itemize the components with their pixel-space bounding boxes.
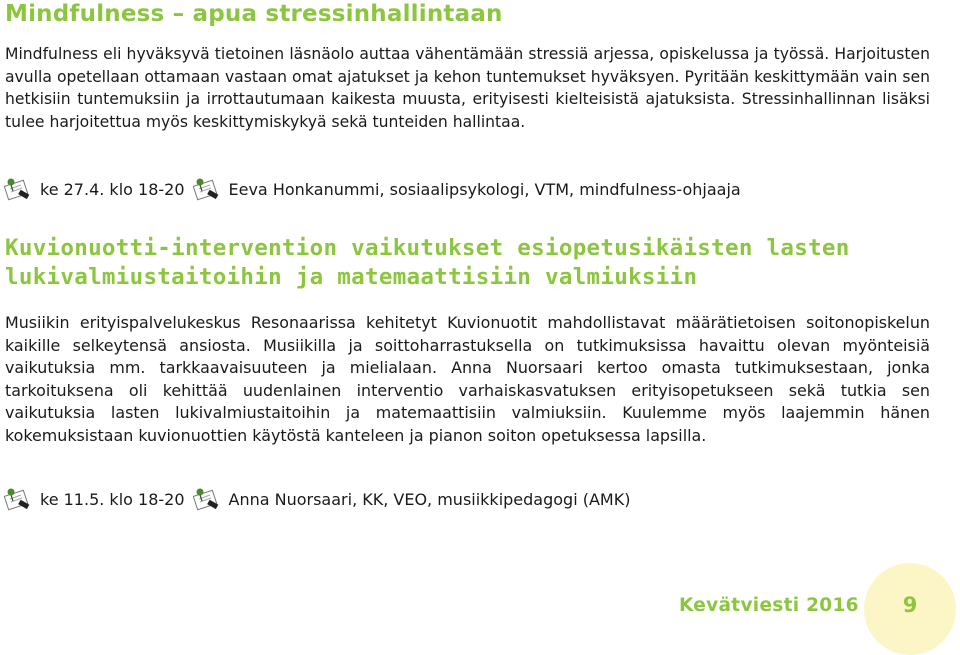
event-date: ke 11.5. klo 18-20 <box>40 489 185 509</box>
section-title-kuvionuotti: Kuvionuotti-intervention vaikutukset esiopetusikäisten lasten lukivalmiustaitoihin ja matemaattisiin valmiuksiin <box>5 235 850 290</box>
section-body-mindfulness: Mindfulness eli hyväksyvä tietoinen läsnäolo auttaa vähentämään stressiä arjessa, opiskelussa ja työssä. Harjoitusten avulla opetellaan ottamaan vastaan omat ajatukset ja kehon tuntemukset hyväksyen. Pyritään keskittymään vain sen hetkisiin tuntemuksiin ja irrottautumaan kaikesta muusta, erityisesti kielteisistä ajatuksista. Stressinhallinnan lisäksi tulee harjoitettua myös keskittymiskykyä sekä tunteiden hallintaa. <box>5 45 930 131</box>
section-body-kuvionuotti: Musiikin erityispalvelukeskus Resonaarissa kehitetyt Kuvionuotit mahdollistavat määrätietoisen soitonopiskelun kaikille selkeytensä ansiosta. Musiikilla ja soittoharrastuksella on tutkimuksissa havaittu olevan myönteisiä vaikutuksia mm. tarkkaavaisuuteen ja mielialaan. Anna Nuorsaari kertoo omasta tutkimuksestaan, jonka tarkoituksena oli kehittää uudenlainen interventio varhaiskasvatuksen erityisopetukseen sekä tutkia sen vaikutuksia lasten lukivalmiustaitoihin ja matemaattisiin valmiuksiin. Kuulemme myös laajemmin hänen kokemuksistaan kuvionuottien käytöstä kanteleen ja pianon soiton opetuksessa lapsilla. <box>5 313 930 445</box>
page-number: 9 <box>902 593 918 617</box>
footer-publication-title: Kevätviesti 2016 <box>679 595 859 616</box>
event-speaker: Anna Nuorsaari, KK, VEO, musiikkipedagogi (AMK) <box>228 489 631 509</box>
event-info-kuvionuotti <box>4 486 630 512</box>
event-speaker: Eeva Honkanummi, sosiaalipsykologi, VTM, mindfulness-ohjaaja <box>228 179 741 199</box>
page-number-badge <box>864 563 956 655</box>
pin-note-icon <box>4 487 32 511</box>
pin-note-icon <box>193 177 221 201</box>
pin-note-icon <box>4 177 32 201</box>
event-info-mindfulness <box>4 176 741 202</box>
section-title-mindfulness: Mindfulness – apua stressinhallintaan <box>5 1 503 27</box>
event-date: ke 27.4. klo 18-20 <box>40 179 185 199</box>
pin-note-icon <box>193 487 221 511</box>
